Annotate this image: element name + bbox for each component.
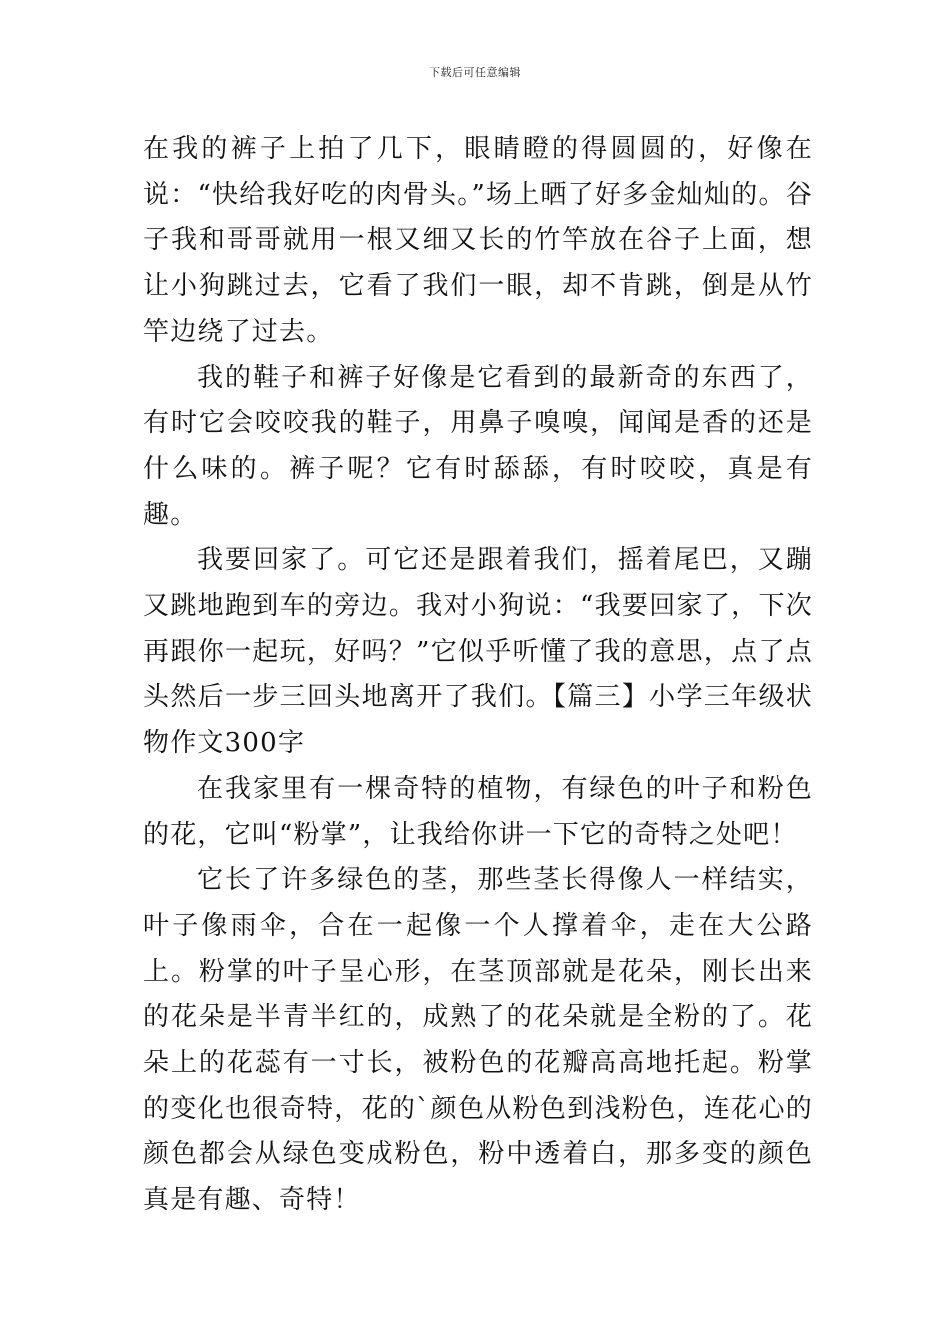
paragraph-5: 它长了许多绿色的茎，那些茎长得像人一样结实，叶子像雨伞，合在一起像一个人撑着伞，走在大公路上。粉掌的叶子呈心形，在茎顶部就是花朵，刚长出来的花朵是半青半红的，成熟了的花朵就是全粉的了。花朵上的花蕊有一寸长，被粉色的花瓣高高地托起。粉掌的变化也很奇特，花的`颜色从粉色到浅粉色，连花心的颜色都会从绿色变成粉色，粉中透着白，那多变的颜色真是有趣、奇特！	[143, 865, 813, 1216]
paragraph-2: 我的鞋子和裤子好像是它看到的最新奇的东西了，有时它会咬咬我的鞋子，用鼻子嗅嗅，闻闻是香的还是什么味的。裤子呢？它有时舔舔，有时咬咬，真是有趣。	[143, 362, 813, 530]
page-header: 下载后可任意编辑	[429, 66, 521, 79]
paragraph-3: 我要回家了。可它还是跟着我们，摇着尾巴，又蹦又跳地跑到车的旁边。我对小狗说：“我要回家了，下次再跟你一起玩，好吗？”它似乎听懂了我的意思，点了点头然后一步三回头地离开了我们。【篇三】小学三年级状物作文300字	[143, 545, 813, 759]
paragraph-1: 在我的裤子上拍了几下，眼睛瞪的得圆圆的，好像在说：“快给我好吃的肉骨头。”场上晒了好多金灿灿的。谷子我和哥哥就用一根又细又长的竹竿放在谷子上面，想让小狗跳过去，它看了我们一眼，却不肯跳，倒是从竹竿边绕了过去。	[143, 134, 813, 347]
document-body	[143, 127, 813, 1224]
paragraph-4: 在我家里有一棵奇特的植物，有绿色的叶子和粉色的花，它叫“粉掌”，让我给你讲一下它的奇特之处吧！	[143, 773, 813, 850]
